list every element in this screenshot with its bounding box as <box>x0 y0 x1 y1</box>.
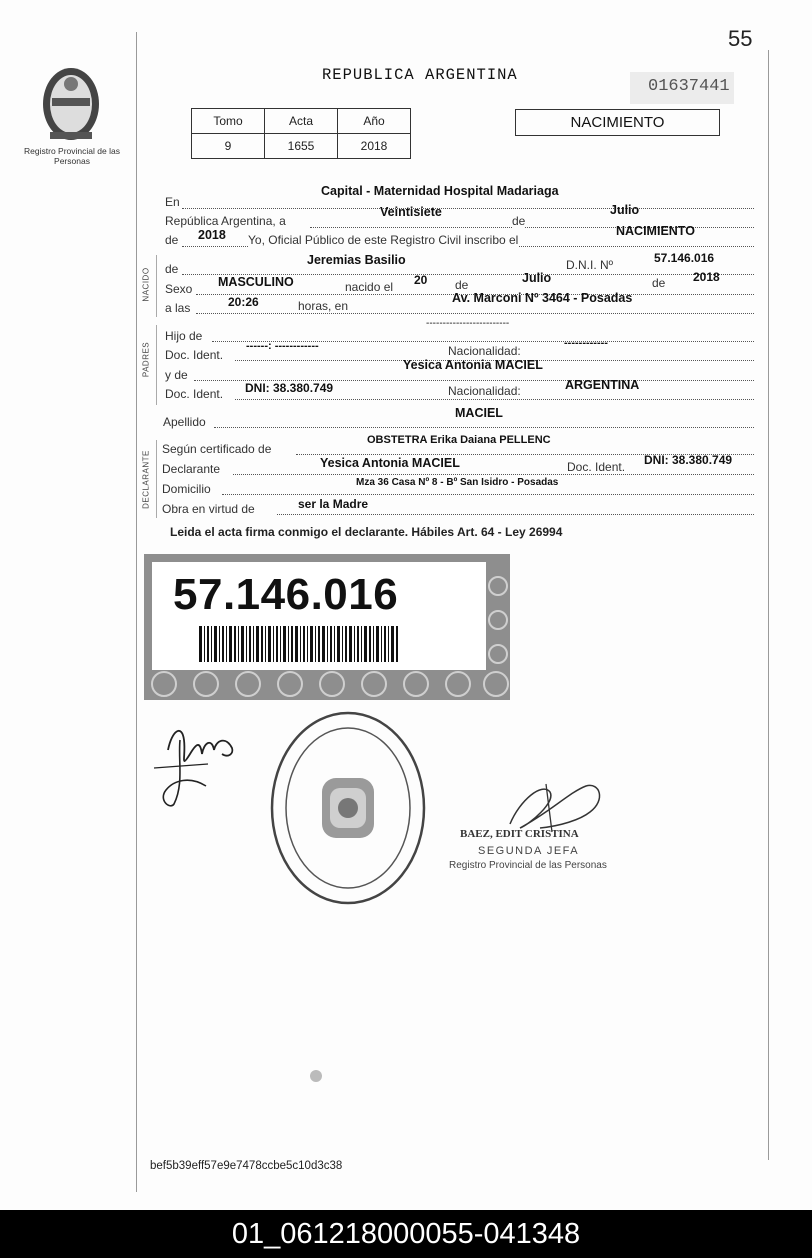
birth-month: Julio <box>522 271 552 285</box>
birth-day: 20 <box>414 273 428 287</box>
father-nationality: ------------ <box>564 337 608 349</box>
section-bar <box>156 255 157 317</box>
birth-time: 20:26 <box>228 295 259 309</box>
serial-number: 01637441 <box>648 77 730 96</box>
section-nacido: NACIDO <box>141 267 151 302</box>
dotted-line <box>214 427 754 428</box>
punch-mark <box>310 1070 322 1082</box>
label-de-month: de <box>455 278 469 292</box>
label-de-year: de <box>165 233 179 247</box>
label-obra: Obra en virtud de <box>162 502 255 516</box>
label-nacionalidad2: Nacionalidad: <box>448 384 521 398</box>
declarant-doc: DNI: 38.380.749 <box>644 453 733 467</box>
sticker-dni-number: 57.146.016 <box>173 570 399 619</box>
official-org: Registro Provincial de las Personas <box>449 860 607 871</box>
dotted-line <box>233 474 754 475</box>
section-bar <box>156 440 157 518</box>
month: Julio <box>610 203 640 217</box>
act-type-box: NACIMIENTO <box>515 109 720 136</box>
label-domicilio: Domicilio <box>162 482 211 496</box>
sticker-edge-pattern-icon <box>486 562 510 670</box>
record-table <box>191 108 411 159</box>
coat-of-arms-icon <box>38 62 104 144</box>
dotted-line <box>196 313 754 314</box>
label-apellido: Apellido <box>163 415 206 429</box>
label-republica: República Argentina, a <box>165 214 286 228</box>
label-en: En <box>165 195 180 209</box>
mother-name: Yesica Antonia MACIEL <box>403 358 543 372</box>
official-seal-icon <box>268 708 428 908</box>
country-title: REPUBLICA ARGENTINA <box>322 66 518 84</box>
label-sexo: Sexo <box>165 282 193 296</box>
section-bar <box>156 325 157 405</box>
birth-address: Av. Marconi Nº 3464 - Posadas <box>452 291 633 305</box>
label-doc-ident: Doc. Ident. <box>165 348 224 362</box>
act-word: NACIMIENTO <box>616 224 695 238</box>
year: 2018 <box>198 228 226 242</box>
page-number: 55 <box>728 26 753 51</box>
label-nacionalidad: Nacionalidad: <box>448 344 521 358</box>
header-ano: Año <box>338 109 411 134</box>
declarant-signature-icon <box>150 710 246 814</box>
document-hash: bef5b39eff57e9e7478ccbe5c10d3c38 <box>150 1160 343 1172</box>
label-y-de: y de <box>165 368 188 382</box>
label-horas: horas, en <box>298 299 349 313</box>
dotted-line <box>222 494 754 495</box>
certificate-issuer: OBSTETRA Erika Daiana PELLENC <box>367 434 551 446</box>
surname: MACIEL <box>455 406 503 420</box>
section-declarante: DECLARANTE <box>141 450 151 509</box>
label-de: de <box>512 214 526 228</box>
declarant-name: Yesica Antonia MACIEL <box>320 456 460 470</box>
official-title: SEGUNDA JEFA <box>478 845 580 857</box>
label-de-name: de <box>165 262 179 276</box>
place: Capital - Maternidad Hospital Madariaga <box>321 184 559 198</box>
child-name: Jeremias Basilio <box>307 253 406 267</box>
mother-nationality: ARGENTINA <box>565 378 640 392</box>
declarant-address: Mza 36 Casa Nº 8 - Bº San Isidro - Posadas <box>356 477 559 488</box>
official-name: BAEZ, EDIT CRISTINA <box>460 828 579 840</box>
dotted-line <box>182 208 754 209</box>
right-margin-line <box>768 50 769 1160</box>
left-margin-line <box>136 32 137 1192</box>
label-doc-ident2: Doc. Ident. <box>165 387 224 401</box>
dotted-line <box>277 514 754 515</box>
label-dni: D.N.I. Nº <box>566 258 614 272</box>
agency-name: Registro Provincial de las Personas <box>24 146 120 166</box>
header-tomo: Tomo <box>192 109 265 134</box>
value-acta: 1655 <box>265 134 338 159</box>
barcode-icon <box>199 626 399 662</box>
value-tomo: 9 <box>192 134 265 159</box>
father-doc: ------: ------------ <box>246 340 319 352</box>
sex: MASCULINO <box>218 275 294 289</box>
sticker-pattern-icon <box>144 666 510 700</box>
label-nacido-el: nacido el <box>345 280 394 294</box>
label-doc-ident3: Doc. Ident. <box>567 460 626 474</box>
day: Veintisiete <box>380 205 442 219</box>
obra-reason: ser la Madre <box>298 497 369 511</box>
oficial-text: Yo, Oficial Público de este Registro Civil inscribo el <box>248 233 519 247</box>
child-dni: 57.146.016 <box>654 251 715 265</box>
value-ano: 2018 <box>338 134 411 159</box>
label-certificado: Según certificado de <box>162 442 272 456</box>
mother-doc: DNI: 38.380.749 <box>245 381 334 395</box>
label-hijo-de: Hijo de <box>165 329 203 343</box>
birth-year: 2018 <box>693 270 720 284</box>
section-padres: PADRES <box>141 341 151 378</box>
footer-id: 01_061218000055-041348 <box>0 1210 812 1258</box>
label-a-las: a las <box>165 301 191 315</box>
dotted-line <box>235 399 754 400</box>
father-name: ------------------------- <box>426 318 510 329</box>
closing-text: Leida el acta firma conmigo el declarante. Hábiles Art. 64 - Ley 26994 <box>170 525 563 539</box>
label-declarante: Declarante <box>162 462 221 476</box>
header-acta: Acta <box>265 109 338 134</box>
label-de-year2: de <box>652 276 666 290</box>
